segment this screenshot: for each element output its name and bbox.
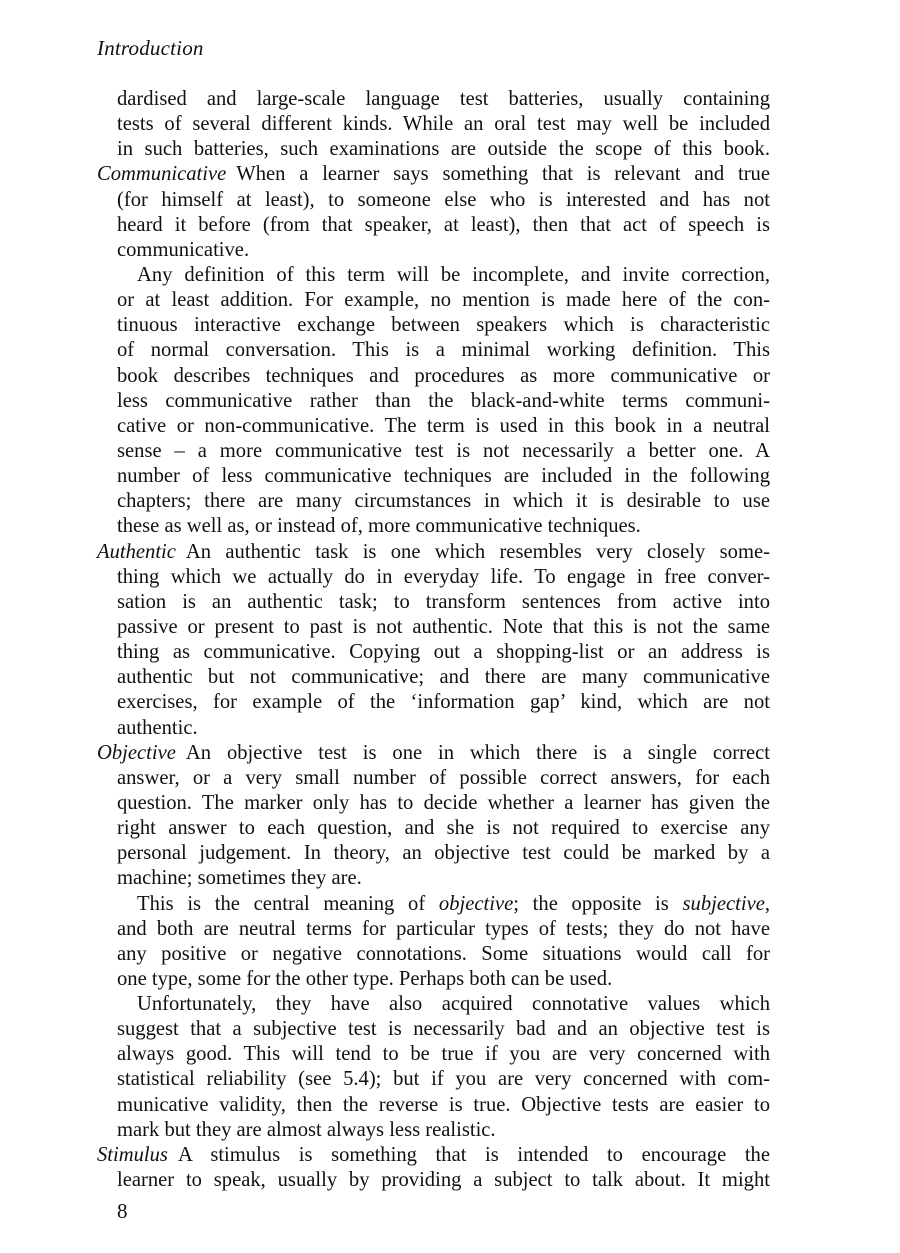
text-line: learner to speak, usually by providing a subject to talk about. It might — [117, 1169, 770, 1192]
glossary-text — [97, 87, 770, 1193]
term-communicative: Communicative — [97, 163, 227, 186]
text-line: sense – a more communicative test is not necessarily a better one. A — [117, 439, 770, 462]
text-line: number of less communicative techniques are included in the following — [117, 465, 770, 488]
entry-objective — [97, 741, 770, 766]
text-line: or at least addition. For example, no mention is made here of the con- — [117, 289, 770, 312]
text-line: sation is an authentic task; to transform sentences from active into — [117, 590, 770, 613]
emphasis-subjective: subjective — [682, 892, 765, 915]
text-line: chapters; there are many circumstances in which it is desirable to use — [117, 490, 770, 513]
text-line: right answer to each question, and she is not required to exercise any — [117, 817, 770, 840]
text-line: machine; sometimes they are. — [117, 867, 362, 890]
page-number: 8 — [117, 1199, 128, 1223]
entry-stimulus — [97, 1143, 770, 1168]
text-line: An objective test is one in which there is a single correct — [185, 741, 770, 764]
text-line: dardised and large-scale language test batteries, usually containing — [117, 88, 770, 110]
term-authentic: Authentic — [97, 540, 176, 563]
text-line: This is the central meaning of objective; the opposite is subjective, — [137, 892, 771, 915]
text-line: mark but they are almost always less realistic. — [117, 1118, 496, 1141]
text-line: book describes techniques and procedures as more communicative or — [117, 364, 770, 387]
text-line: A stimulus is something that is intended to encourage the — [177, 1143, 770, 1166]
text-line: and both are neutral terms for particular types of tests; they do not have — [117, 917, 770, 940]
text-line: question. The marker only has to decide whether a learner has given the — [117, 791, 770, 814]
emphasis-objective: objective — [438, 892, 514, 915]
text-line: tests of several different kinds. While an oral test may well be included — [117, 113, 770, 136]
text-line: exercises, for example of the ‘information gap’ kind, which are not — [117, 691, 770, 714]
text-line: authentic but not communicative; and there are many communicative — [117, 666, 770, 689]
text-line: heard it before (from that speaker, at least), then that act of speech is — [117, 213, 770, 236]
entry-communicative — [97, 162, 770, 187]
text-line: Unfortunately, they have also acquired connotative values which — [137, 993, 770, 1016]
text-line: always good. This will tend to be true if you are very concerned with — [117, 1043, 770, 1066]
text-line: answer, or a very small number of possible correct answers, for each — [117, 766, 770, 789]
text-line: Any definition of this term will be incomplete, and invite correction, — [137, 263, 770, 286]
text-line: less communicative rather than the black-and-white terms communi- — [117, 389, 770, 412]
text-line: tinuous interactive exchange between speakers which is characteristic — [117, 314, 770, 337]
term-objective: Objective — [97, 741, 176, 764]
text-line: cative or non-communicative. The term is used in this book in a neutral — [117, 414, 770, 437]
text-line: personal judgement. In theory, an objective test could be marked by a — [117, 842, 770, 865]
text-line: suggest that a subjective test is necessarily bad and an objective test is — [117, 1018, 770, 1041]
text-line: (for himself at least), to someone else who is interested and has not — [117, 188, 770, 211]
text-line: communicative. — [117, 238, 250, 261]
text-line: statistical reliability (see 5.4); but if you are very concerned with com- — [117, 1068, 770, 1091]
text-line: any positive or negative connotations. Some situations would call for — [117, 942, 770, 965]
term-stimulus: Stimulus — [97, 1143, 168, 1166]
text-line: one type, some for the other type. Perhaps both can be used. — [117, 967, 613, 990]
text-line: thing which we actually do in everyday life. To engage in free conver- — [117, 565, 770, 588]
entry-authentic — [97, 540, 770, 565]
text-line: in such batteries, such examinations are outside the scope of this book. — [117, 138, 770, 161]
text-line: An authentic task is one which resembles very closely some- — [185, 540, 770, 563]
text-line: these as well as, or instead of, more communicative techniques. — [117, 515, 641, 538]
running-head: Introduction — [97, 36, 204, 60]
text-line: passive or present to past is not authentic. Note that this is not the same — [117, 615, 770, 638]
text-line: When a learner says something that is relevant and true — [236, 163, 770, 186]
text-line: municative validity, then the reverse is true. Objective tests are easier to — [117, 1093, 770, 1116]
text-line: of normal conversation. This is a minimal working definition. This — [117, 339, 770, 362]
text-line: thing as communicative. Copying out a shopping-list or an address is — [117, 641, 770, 664]
text-line: authentic. — [117, 716, 198, 739]
